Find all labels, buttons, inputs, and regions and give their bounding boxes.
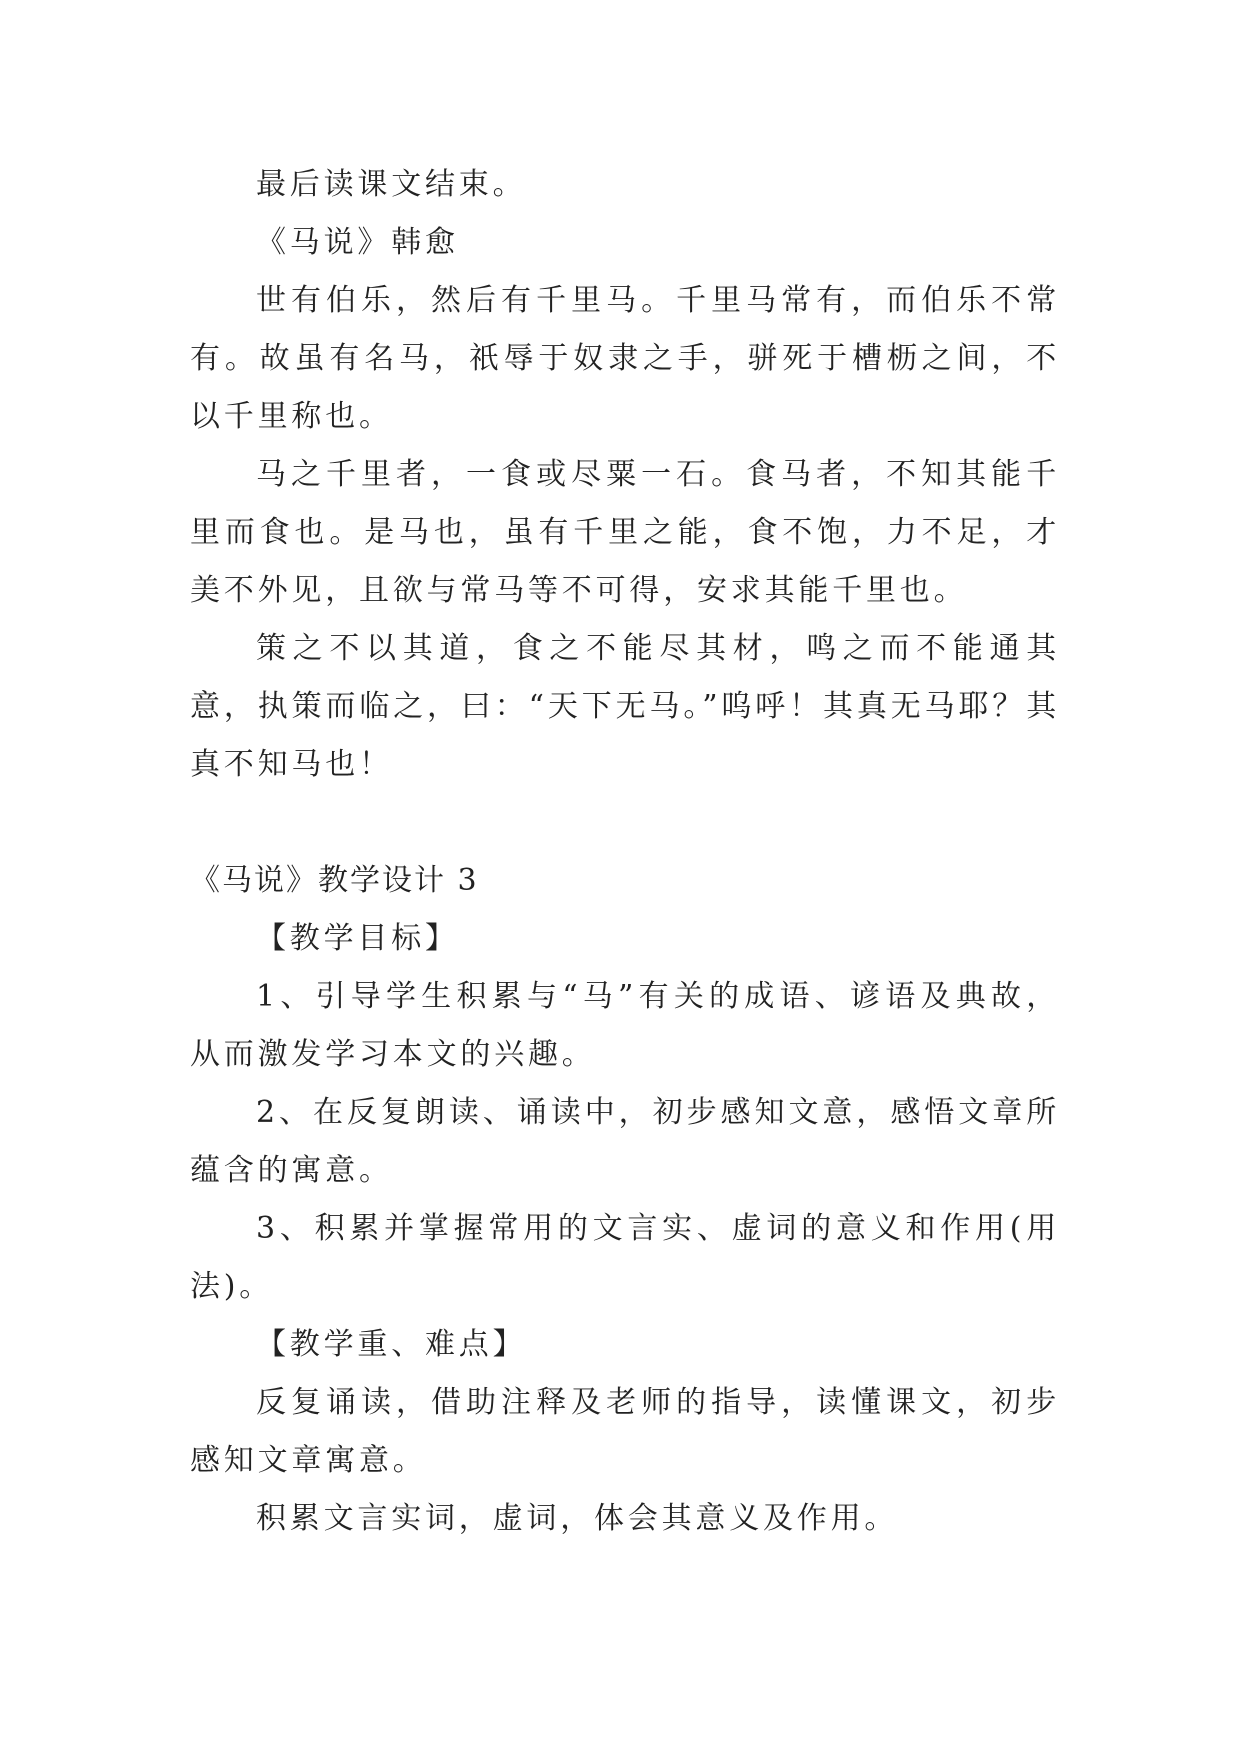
key-points-heading: 【教学重、难点】 <box>256 1327 527 1362</box>
goals-heading: 【教学目标】 <box>256 921 459 956</box>
text-paragraph-1: 世有伯乐，然后有千里马。千里马常有，而伯乐不常有。故虽有名马，祇辱于奴隶之手，骈死于槽枥之间，不以千里称也。 <box>190 283 1060 434</box>
goal-item-1: 1、引导学生积累与“马”有关的成语、谚语及典故，从而激发学习本文的兴趣。 <box>190 979 1060 1072</box>
section-gap <box>190 794 1060 852</box>
key-point-item-2: 积累文言实词，虚词，体会其意义及作用。 <box>256 1501 899 1536</box>
poem-title: 《马说》韩愈 <box>256 225 459 260</box>
goal-item-2: 2、在反复朗读、诵读中，初步感知文意，感悟文章所蕴含的寓意。 <box>190 1095 1060 1188</box>
text-paragraph-2: 马之千里者，一食或尽粟一石。食马者，不知其能千里而食也。是马也，虽有千里之能，食不饱，力不足，才美不外见，且欲与常马等不可得，安求其能千里也。 <box>190 457 1060 608</box>
paragraph-ending-note: 最后读课文结束。 <box>256 167 527 202</box>
key-point-item-1: 反复诵读，借助注释及老师的指导，读懂课文，初步感知文章寓意。 <box>190 1385 1060 1478</box>
document-body <box>190 156 1060 1548</box>
section-title: 《马说》教学设计 3 <box>190 863 479 898</box>
text-paragraph-3: 策之不以其道，食之不能尽其材，鸣之而不能通其意，执策而临之，曰：“天下无马。”呜呼！其真无马耶？其真不知马也！ <box>190 631 1060 782</box>
goal-item-3: 3、积累并掌握常用的文言实、虚词的意义和作用(用法)。 <box>190 1211 1060 1304</box>
